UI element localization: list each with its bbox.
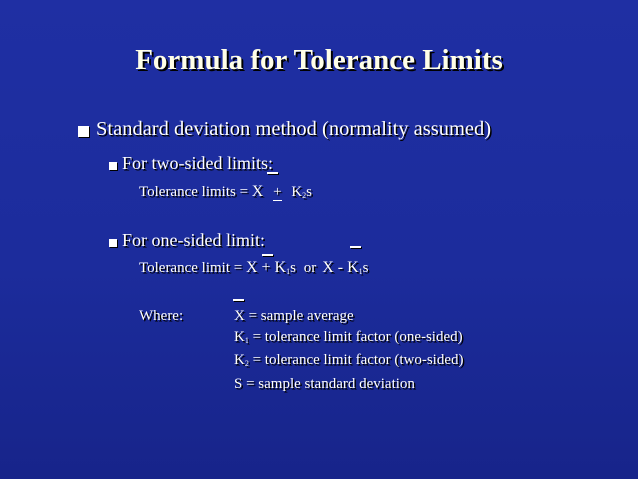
k-subscript: 2 <box>302 191 307 200</box>
slide-title: Formula for Tolerance Limits <box>135 44 503 76</box>
k-subscript: 1 <box>286 267 291 276</box>
def-k1: $K_1$ = tolerance limit factor (one-sided) <box>234 329 463 345</box>
method-bullet-text: Standard deviation method (normality assumed) <box>96 118 492 140</box>
plus-minus-symbol: + <box>273 184 282 200</box>
xbar-symbol: X <box>251 183 264 200</box>
bullet-square-icon <box>109 239 117 247</box>
s-symbol: s <box>306 184 313 200</box>
two-sided-heading: For two-sided limits: <box>122 153 274 173</box>
k-subscript: 1 <box>358 267 363 276</box>
bullet-square-icon <box>109 162 117 170</box>
s-symbol: s <box>362 260 369 276</box>
or-word: or <box>303 260 317 276</box>
def-k2: $K_2$ = tolerance limit factor (two-sided) <box>234 352 464 368</box>
xbar-overline <box>350 246 361 248</box>
s-symbol: s <box>290 260 296 276</box>
k-symbol: K <box>291 184 303 200</box>
def-s: S = sample standard deviation <box>234 376 415 392</box>
formula-label: Tolerance limits = <box>139 184 252 200</box>
bullet-square-icon <box>78 126 89 137</box>
xbar-overline <box>233 299 244 301</box>
two-sided-formula <box>139 183 312 201</box>
xbar-overline <box>262 254 273 256</box>
formula-label: Tolerance limit = <box>139 260 246 276</box>
where-label: Where: <box>139 308 184 324</box>
xbar-overline <box>267 172 278 174</box>
one-sided-heading: For one-sided limit: <box>122 230 265 250</box>
minus-formula: X - K <box>322 259 359 276</box>
plus-formula: X + K <box>245 259 287 276</box>
def-xbar: X = sample average <box>234 308 354 324</box>
one-sided-formula <box>139 259 368 277</box>
